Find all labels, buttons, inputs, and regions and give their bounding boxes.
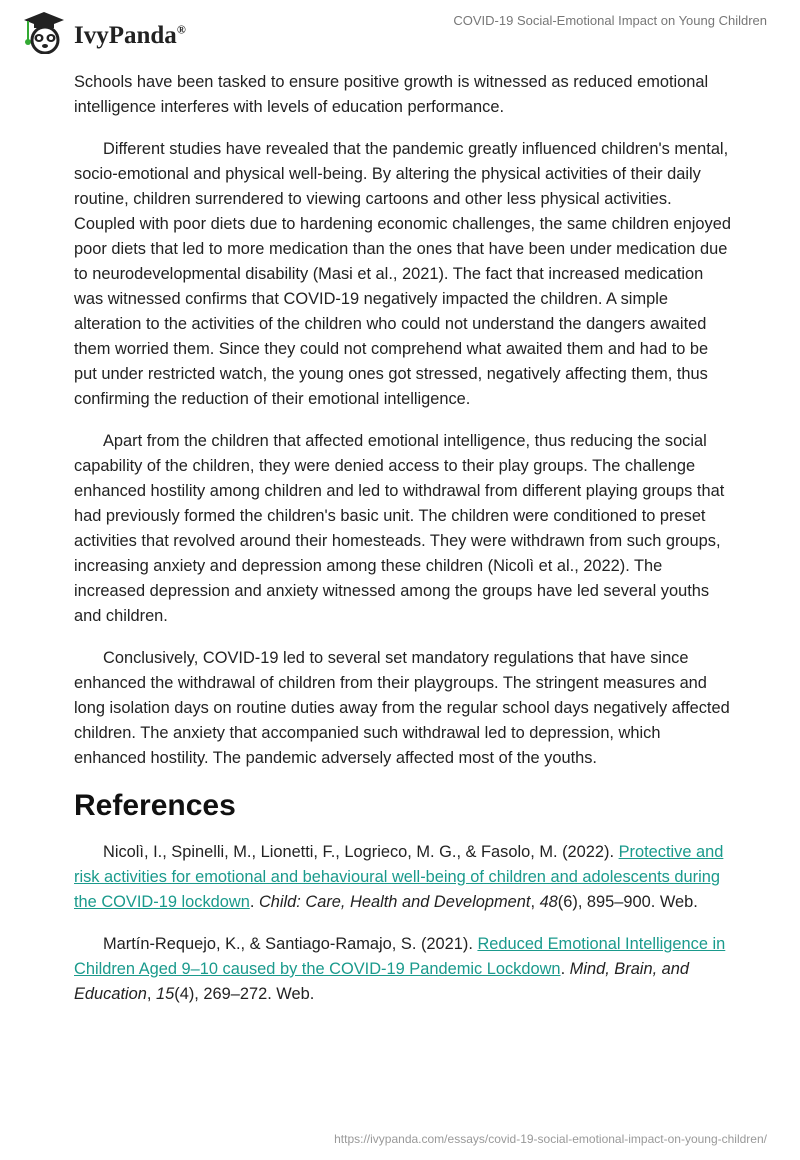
reference-item (74, 932, 734, 1007)
reference-item (74, 840, 734, 915)
reference-authors: Martín-Requejo, K., & Santiago-Ramajo, S. (2021). (103, 935, 478, 953)
paragraph: Different studies have revealed that the pandemic greatly influenced children's mental, socio-emotional and physical well-being. By altering the physical activities of their daily routine, children surrendered to viewing cartoons and other less physical activities. Coupled with poor diets due to hardening economic challenges, the same children enjoyed poor diets that led to more medication than the ones that have been under medication due to neurodevelopmental disability (Masi et al., 2021). The fact that increased medication was witnessed confirms that COVID-19 negatively impacted the children. A simple alteration to the activities of the children who could not understand the dangers awaited them worried them. Since they could not comprehend what awaited them and had to be put under restricted watch, the young ones got stressed, negatively affecting them, thus confirming the reduction of their emotional intelligence. (74, 140, 731, 408)
separator: . (249, 893, 259, 911)
reference-details: (4), 269–272. Web. (174, 985, 315, 1003)
journal-name: Mind, Brain, and Education (74, 960, 690, 1003)
journal-name: Child: Care, Health and Development (258, 893, 531, 911)
paragraph: Schools have been tasked to ensure positive growth is witnessed as reduced emotional intelligence interferes with levels of education performance. (74, 73, 709, 116)
reference-link[interactable]: Protective and risk activities for emotional and behavioural well-being of children and adolescents during the COVID-19 lockdown (74, 843, 724, 911)
journal-volume: 48 (539, 893, 558, 911)
document-title: COVID-19 Social-Emotional Impact on Young Children (453, 13, 767, 28)
references-heading: References (74, 789, 236, 822)
reference-link[interactable]: Reduced Emotional Intelligence in Children Aged 9–10 caused by the COVID-19 Pandemic Lockdown (74, 935, 726, 978)
separator: , (530, 893, 540, 911)
ivypanda-logo[interactable] (20, 10, 186, 54)
paragraph: Conclusively, COVID-19 led to several set mandatory regulations that have since enhanced the withdrawal of children from their playgroups. The stringent measures and long isolation days on routine duties away from the regular school days negatively affected children. The anxiety that accompanied such withdrawal led to depression, which enhanced hostility. The pandemic adversely affected most of the youths. (74, 649, 730, 767)
paragraph: Apart from the children that affected emotional intelligence, thus reducing the social capability of the children, they were denied access to their play groups. The challenge enhanced hostility among children and led to withdrawal from different playing groups that had previously formed the children's basic unit. The children were conditioned to preset activities that revolved around their homesteads. They were withdrawn from such groups, increasing anxiety and depression among these children (Nicolì et al., 2022). The increased depression and anxiety witnessed among the groups have led several youths and children. (74, 432, 725, 625)
panda-graduate-icon (20, 10, 68, 54)
reference-authors: Nicolì, I., Spinelli, M., Lionetti, F., Logrieco, M. G., & Fasolo, M. (2022). (103, 843, 619, 861)
logo-text: IvyPanda® (74, 22, 186, 49)
separator: . (560, 960, 570, 978)
reference-details: (6), 895–900. Web. (557, 893, 698, 911)
essay-body (74, 70, 734, 1024)
separator: , (146, 985, 157, 1003)
footer-url[interactable]: https://ivypanda.com/essays/covid-19-social-emotional-impact-on-young-children/ (334, 1132, 767, 1146)
journal-volume: 15 (156, 985, 175, 1003)
